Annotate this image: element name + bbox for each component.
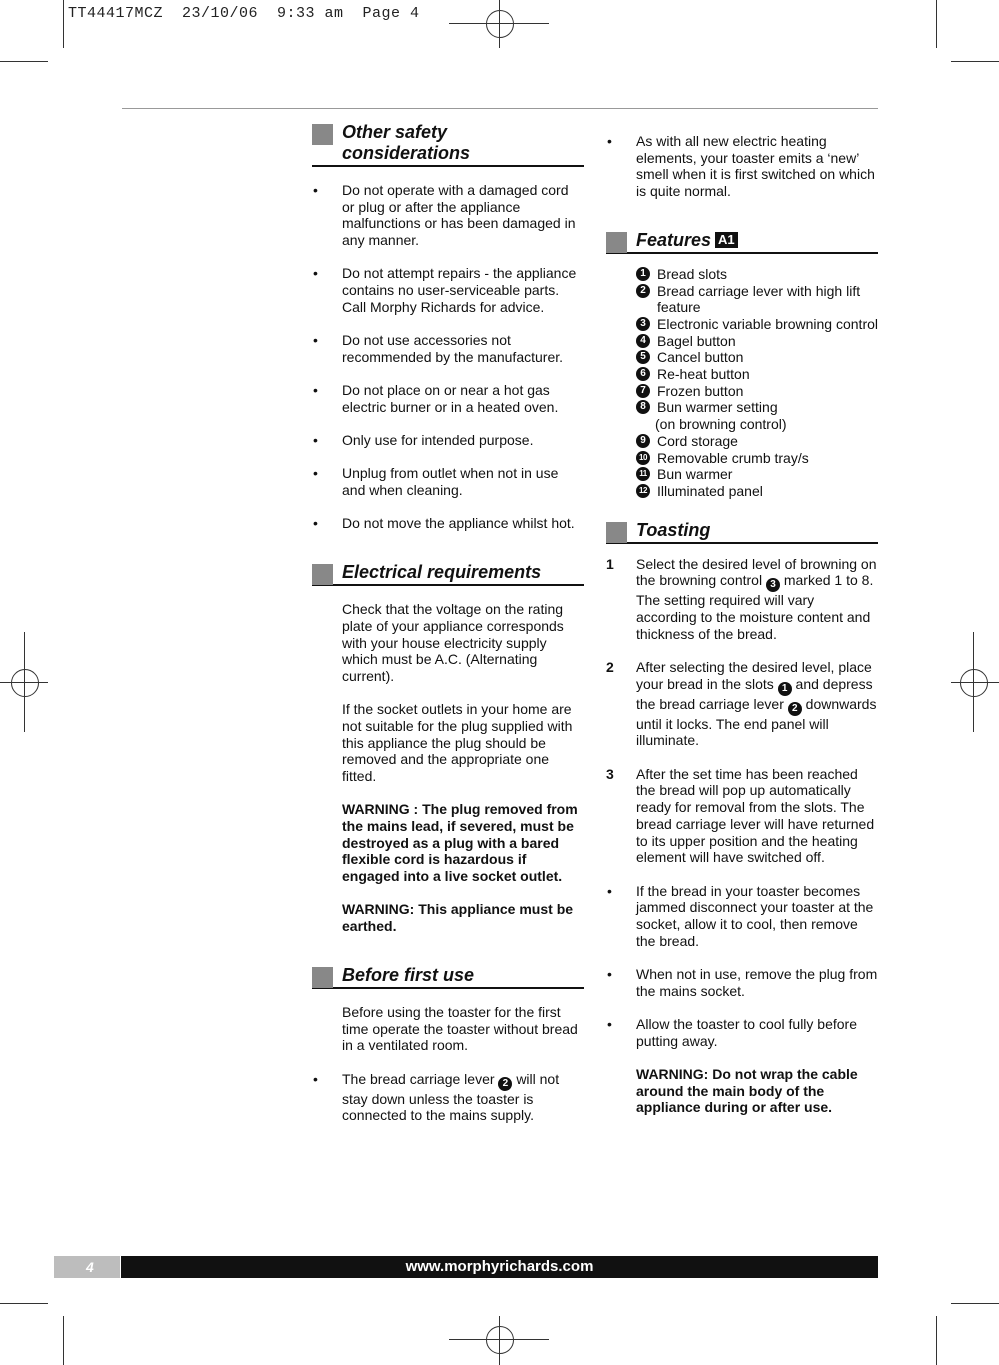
bullet-dot: • (313, 382, 318, 399)
heading-line-2: considerations (342, 143, 471, 163)
heading-text: Toasting (636, 519, 711, 540)
list-item: 9 Cord storage (636, 433, 878, 450)
right-column (606, 133, 878, 1133)
list-item: • Do not use accessories not recommended by the manufacturer. (313, 332, 564, 365)
callout-number-icon: 1 (778, 682, 792, 696)
step-number: 2 (606, 659, 614, 676)
heading-square (606, 522, 627, 543)
heading-square (312, 967, 333, 988)
list-item: • When not in use, remove the plug from the mains socket. (607, 965, 878, 999)
step-number: 1 (606, 555, 614, 572)
figure-reference-tag: A1 (715, 232, 738, 248)
bullet-dot: • (607, 882, 612, 899)
list-item: 1 Bread slots (636, 266, 878, 283)
list-item: • Do not place on or near a hot gas electric burner or in a heated oven. (313, 382, 559, 415)
callout-number-icon: 3 (636, 317, 650, 331)
website-url: www.morphyrichards.com (121, 1256, 878, 1278)
list-item: • Unplug from outlet when not in use and when cleaning. (313, 465, 559, 499)
step-number: 3 (606, 765, 614, 782)
callout-number-icon: 10 (636, 451, 650, 465)
list-item: 5 Cancel button (636, 349, 878, 366)
list-item: 12 Illuminated panel (636, 483, 878, 500)
section-heading-electrical (312, 562, 584, 586)
callout-number-icon: 2 (636, 284, 650, 298)
paragraph: If the socket outlets in your home are not suitable for the plug supplied with this appliance the plug should be removed and the appropriate one fitted. (342, 701, 573, 785)
callout-number-icon: 11 (636, 467, 650, 481)
callout-number-icon: 3 (766, 578, 780, 592)
list-item: 4 Bagel button (636, 333, 878, 350)
callout-number-icon: 2 (498, 1077, 512, 1091)
list-item: • Do not operate with a damaged cord or plug or after the appliance malfunctions or has been damaged in any manner. (313, 182, 576, 249)
bullet-dot: • (607, 1015, 612, 1032)
heading-line-1: Other safety (342, 122, 448, 142)
bullet-dot: • (313, 432, 318, 449)
list-item: 6 Re-heat button (636, 366, 878, 383)
callout-number-icon: 7 (636, 384, 650, 398)
bullet-dot: • (607, 133, 612, 149)
step-item: 1 Select the desired level of browning on the browning control 3 marked 1 to 8. The setting required will vary according to the moisture content and thickness of the bread. (606, 555, 877, 642)
warning-text: WARNING: This appliance must be earthed. (342, 901, 574, 935)
list-item: • Only use for intended purpose. (313, 432, 534, 449)
list-item: • Do not move the appliance whilst hot. (313, 515, 575, 532)
section-heading-safety (312, 122, 584, 167)
paragraph: Before using the toaster for the first time operate the toaster without bread in a ventilated room. (342, 1003, 578, 1054)
bullet-dot: • (313, 265, 318, 282)
bullet-dot: • (313, 332, 318, 349)
heading-text: Before first use (342, 964, 475, 985)
paragraph: Check that the voltage on the rating plate of your appliance corresponds with your house electricity supply which must be A.C. (Alternating current). (342, 601, 564, 684)
bullet-dot: • (607, 965, 612, 982)
bullet-dot: • (313, 1070, 318, 1087)
list-item: • The bread carriage lever 2 will not stay down unless the toaster is connected to the mains supply. (313, 1070, 560, 1124)
callout-number-icon: 4 (636, 334, 650, 348)
list-item: 11 Bun warmer (636, 466, 878, 483)
section-heading-toasting (606, 520, 878, 544)
callout-number-icon: 6 (636, 367, 650, 381)
step-item: 2 After selecting the desired level, place your bread in the slots 1 and depress the bread carriage lever 2 downwards until it locks. The end panel will illuminate. (606, 659, 877, 749)
heading-text: Electrical requirements (342, 562, 542, 583)
callout-number-icon: 9 (636, 434, 650, 448)
list-item: 7 Frozen button (636, 383, 878, 400)
list-item: • If the bread in your toaster becomes jammed disconnect your toaster at the socket, allow it to cool, then remove the bread. (607, 882, 874, 949)
list-item: • Allow the toaster to cool fully before putting away. (607, 1015, 858, 1049)
list-item: 2 Bread carriage lever with high lift feature (636, 283, 878, 316)
list-item: • Do not attempt repairs - the appliance contains no user-serviceable parts. Call Morphy Richards for advice. (313, 265, 577, 315)
left-column (312, 122, 584, 1141)
heading-square (606, 232, 627, 253)
list-item: 8 Bun warmer setting (on browning control) (636, 399, 878, 432)
print-slug: TT44417MCZ 23/10/06 9:33 am Page 4 (68, 5, 420, 22)
callout-number-icon: 5 (636, 350, 650, 364)
features-list (606, 266, 878, 500)
heading-text: Features (636, 229, 712, 250)
callout-number-icon: 1 (636, 267, 650, 281)
section-heading-first-use (312, 965, 584, 989)
list-item-note: (on browning control) (655, 416, 787, 433)
bullet-dot: • (313, 182, 318, 198)
section-heading-features (606, 230, 878, 254)
page-number: 4 (54, 1256, 120, 1278)
bullet-dot: • (313, 465, 318, 482)
callout-number-icon: 12 (636, 484, 650, 498)
bullet-dot: • (313, 515, 318, 532)
heading-square (312, 124, 333, 145)
list-item: 10 Removable crumb tray/s (636, 450, 878, 467)
list-item: 3 Electronic variable browning control (636, 316, 878, 333)
heading-square (312, 564, 333, 585)
warning-text: WARNING : The plug removed from the mains lead, if severed, must be destroyed as a plug with a bared flexible cord is hazardous if engaged into a live socket outlet. (342, 801, 578, 885)
step-item: 3 After the set time has been reached the bread will pop up automatically ready for removal from the slots. The bread carriage lever will have returned to its upper position and the heating element will have switched off. (606, 765, 875, 866)
callout-number-icon: 8 (636, 400, 650, 414)
footer-bar (54, 1256, 878, 1278)
callout-number-icon: 2 (788, 702, 802, 716)
list-item: • As with all new electric heating elements, your toaster emits a ‘new’ smell when it is first switched on which is quite normal. (607, 133, 875, 200)
top-rule (122, 108, 878, 109)
warning-text: WARNING: Do not wrap the cable around the main body of the appliance during or after use. (636, 1065, 858, 1116)
